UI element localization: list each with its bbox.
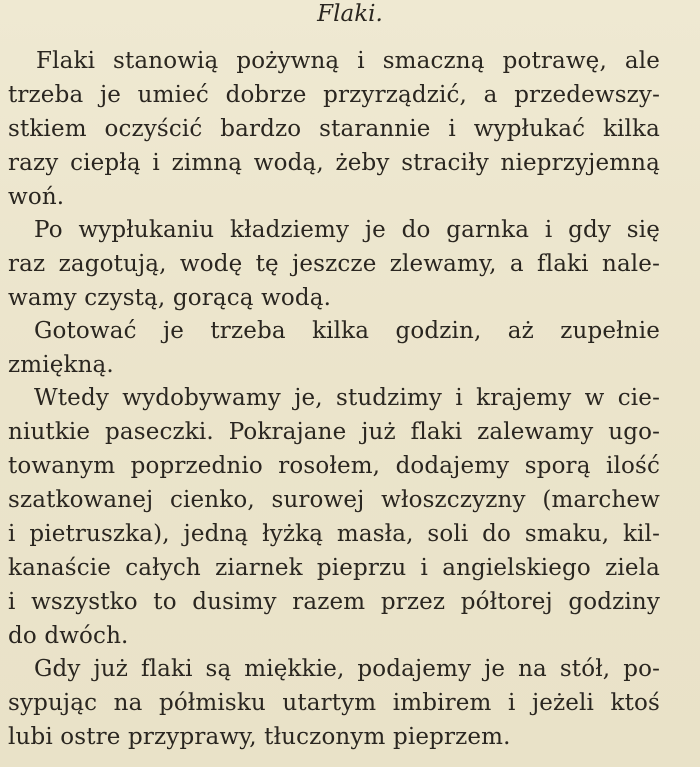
text-line-3: stkiem oczyścić bardzo starannie i wypłukać kilka (8, 116, 660, 142)
text-line-6: Po wypłukaniu kładziemy je do garnka i gdy się (34, 217, 660, 243)
text-line-20: sypując na półmisku utartym imbirem i jeżeli ktoś (8, 690, 660, 716)
text-line-15: i pietruszka), jedną łyżką masła, soli do smaku, kil- (8, 521, 660, 547)
text-line-11: Wtedy wydobywamy je, studzimy i krajemy w cie- (34, 385, 660, 411)
text-line-13: towanym poprzednio rosołem, dodajemy sporą ilość (8, 453, 660, 479)
text-line-7: raz zagotują, wodę tę jeszcze zlewamy, a flaki nale- (8, 251, 660, 277)
text-line-8: wamy czystą, gorącą wodą. (8, 285, 332, 311)
text-line-9: Gotować je trzeba kilka godzin, aż zupełnie (34, 318, 660, 344)
text-line-1: Flaki stanowią pożywną i smaczną potrawę, ale (36, 48, 660, 74)
text-line-16: kanaście całych ziarnek pieprzu i angielskiego ziela (8, 555, 660, 581)
text-line-10: zmiękną. (8, 352, 114, 378)
text-line-4: razy ciepłą i zimną wodą, żeby straciły nieprzyjemną (8, 150, 660, 176)
text-line-18: do dwóch. (8, 623, 129, 649)
text-line-21: lubi ostre przyprawy, tłuczonym pieprzem. (8, 724, 511, 750)
text-line-19: Gdy już flaki są miękkie, podajemy je na stół, po- (34, 656, 660, 682)
text-line-12: niutkie paseczki. Pokrajane już flaki zalewamy ugo- (8, 419, 660, 445)
text-line-5: woń. (8, 184, 65, 210)
text-line-2: trzeba je umieć dobrze przyrządzić, a przedewszy- (8, 82, 660, 108)
text-line-17: i wszystko to dusimy razem przez półtorej godziny (8, 589, 660, 615)
text-line-14: szatkowanej cienko, surowej włoszczyzny (marchew (8, 487, 660, 513)
recipe-title: Flaki. (317, 1, 383, 27)
